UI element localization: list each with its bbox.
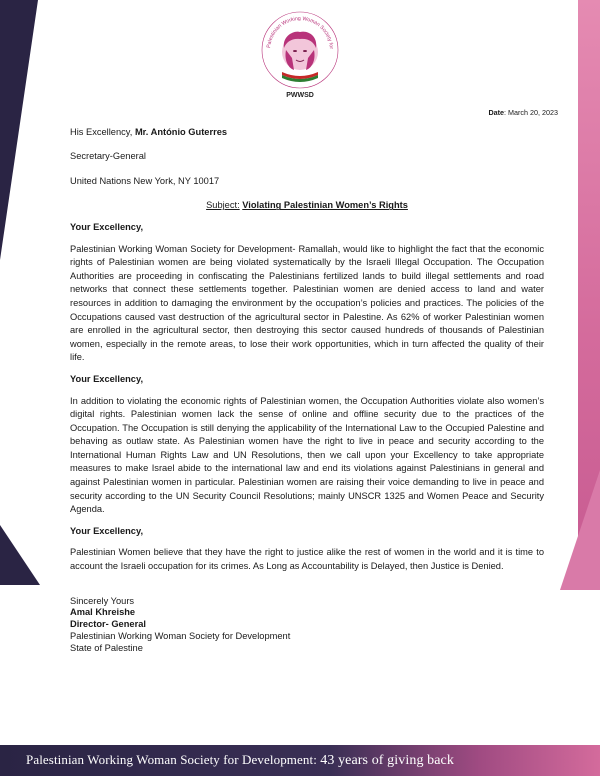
salutation-3: Your Excellency, <box>70 525 144 536</box>
recipient-title: Secretary-General <box>70 151 146 162</box>
recipient-line <box>70 126 544 140</box>
salutation-1: Your Excellency, <box>70 221 144 232</box>
closing-block <box>70 596 544 655</box>
signatory-org: Palestinian Working Woman Society for Development <box>70 631 291 642</box>
paragraph-3: Palestinian Women believe that they have the right to justice alike the rest of women in the world and it is time to account the Israeli occupation for its crimes. As Long as Accountability is Delayed, then Justice is Denied. <box>70 547 544 572</box>
decorative-navy-triangle-left <box>0 525 40 585</box>
footer-text <box>26 752 454 769</box>
date-label: Date <box>488 108 505 117</box>
pwwsd-emblem-icon <box>258 8 342 92</box>
footer-org: Palestinian Working Woman Society for Development: <box>26 752 321 767</box>
decorative-navy-triangle-top <box>0 0 38 260</box>
recipient-name: Mr. António Guterres <box>134 126 228 137</box>
logo-arc-text: Palestinian Working Woman Society for <box>266 15 334 50</box>
signatory-country: State of Palestine <box>70 642 143 653</box>
signatory-name: Amal Khreishe <box>70 607 136 618</box>
letter <box>70 106 558 655</box>
subject-label: Subject: <box>206 200 240 211</box>
footer-years: 43 years of giving back <box>320 753 454 768</box>
decorative-pink-triangle <box>560 470 600 590</box>
pwwsd-logo <box>258 8 342 102</box>
subject-text: Violating Palestinian Women’s Rights <box>242 200 408 211</box>
recipient-prefix: His Excellency, <box>70 126 135 137</box>
subject-line <box>70 199 544 213</box>
closing-signoff: Sincerely Yours <box>70 595 135 606</box>
date-value: : March 20, 2023 <box>504 108 558 117</box>
salutation-2: Your Excellency, <box>70 373 144 384</box>
signatory-position: Director- General <box>70 619 146 630</box>
paragraph-2: In addition to violating the economic rights of Palestinian women, the Occupation Authorities violate also women’s digital rights. Palestinian women lack the sense of online and offline security due to the practices of the Occupation. The Occupation is still denying the applicability of the International Law to the Occupied Palestine and behaving as outlaw state. As Palestinian women have the right to live in peace and security according to the International Human Rights Law and UN Resolutions, then we call upon your Excellency to take appropriate measures to make Israel abide to the international law and end its violations against Palestinians in general and against Palestinian women in particular. Palestinian women are raising their voice demanding to live in peace and security according to the UN Security Council Resolutions; mainly UNSCR 1325 and Women Peace and Security Agenda. <box>70 395 544 515</box>
date-line <box>70 106 558 120</box>
recipient-address: United Nations New York, NY 10017 <box>70 175 220 186</box>
logo-label: PWWSD <box>286 92 314 99</box>
paragraph-1: Palestinian Working Woman Society for Development- Ramallah, would like to highlight the fact that the economic rights of Palestinian women are being violated systematically by the Israeli Illegal Occupation. The Occupation Authorities are proceeding in confiscating the Palestinians fertilized lands to build illegal settlements and road networks that connect these settlements together. Palestinian women are denied access to land and water resources in addition to damaging the environment by the occupation’s policies and practices. The policies of the Occupations caused vast destruction of the agricultural sector in Palestine. As 62% of worker Palestinian women are enrolled in the agricultural sector, then destroying this sector caused hundreds of thousands of Palestinian women, especially in the remote areas, to lose their work opportunities, which in turn affected the quality of their life. <box>70 243 544 363</box>
